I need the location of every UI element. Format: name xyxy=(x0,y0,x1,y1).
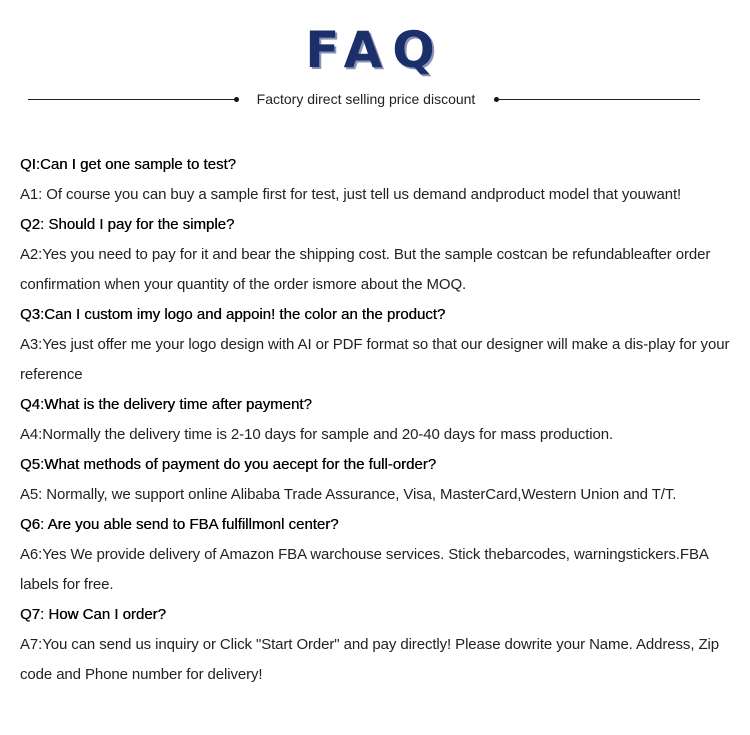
page-title: FAQ xyxy=(305,21,445,79)
faq-question: Q2: Should I pay for the simple? xyxy=(20,216,235,233)
bullet-dot-left xyxy=(234,97,239,102)
page-subtitle: Factory direct selling price discount xyxy=(256,91,476,107)
faq-item xyxy=(20,510,735,600)
faq-item xyxy=(20,300,735,390)
divider-left xyxy=(28,99,236,100)
faq-item xyxy=(20,450,735,510)
faq-item xyxy=(20,600,735,690)
faq-answer: A6:Yes We provide delivery of Amazon FBA warchouse services. Stick thebarcodes, warningstickers.FBA labels for free. xyxy=(20,546,708,593)
faq-item xyxy=(20,390,735,450)
faq-question: Q6: Are you able send to FBA fulfillmonl center? xyxy=(20,516,339,533)
divider-right xyxy=(496,99,700,100)
faq-question: Q4:What is the delivery time after payment? xyxy=(20,396,312,413)
faq-answer: A1: Of course you can buy a sample first for test, just tell us demand andproduct model that youwant! xyxy=(20,186,682,203)
faq-question: Q3:Can I custom imy logo and appoin! the color an the product? xyxy=(20,306,446,323)
faq-answer: A3:Yes just offer me your logo design with AI or PDF format so that our designer will make a dis-play for your reference xyxy=(20,336,730,383)
faq-answer: A7:You can send us inquiry or Click "Start Order" and pay directly! Please dowrite your Name. Address, Zip code and Phone number for delivery! xyxy=(20,636,719,683)
faq-list xyxy=(20,150,735,690)
faq-question: Q5:What methods of payment do you aecept for the full-order? xyxy=(20,456,437,473)
faq-question: QI:Can I get one sample to test? xyxy=(20,156,236,173)
faq-header xyxy=(0,0,750,120)
subtitle-row xyxy=(28,88,700,110)
faq-item xyxy=(20,150,735,210)
faq-item xyxy=(20,210,735,300)
faq-answer: A5: Normally, we support online Alibaba Trade Assurance, Visa, MasterCard,Western Union and T/T. xyxy=(20,486,677,503)
faq-answer: A2:Yes you need to pay for it and bear the shipping cost. But the sample costcan be refundableafter order confirmation when your quantity of the order ismore about the MOQ. xyxy=(20,246,711,293)
faq-answer: A4:Normally the delivery time is 2-10 days for sample and 20-40 days for mass production. xyxy=(20,426,614,443)
faq-question: Q7: How Can I order? xyxy=(20,606,166,623)
